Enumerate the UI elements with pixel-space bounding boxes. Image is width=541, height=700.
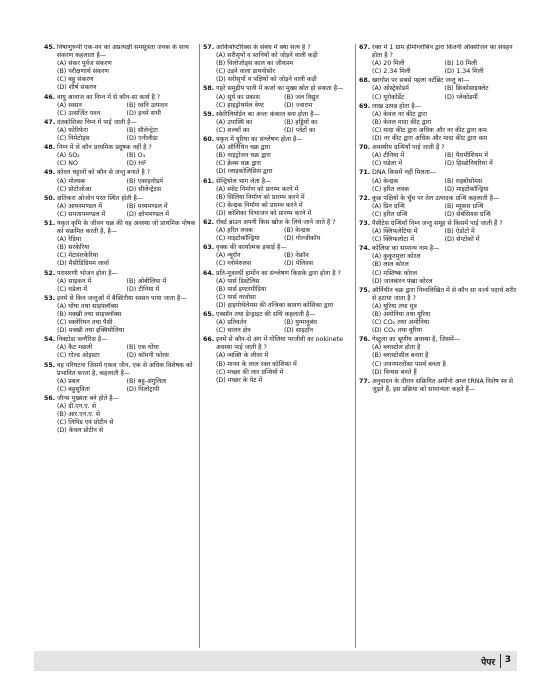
question-text: प्रति-मूत्रवर्धी हार्मोन का संश्लेषण किसके द्वारा होता है ?: [216, 269, 341, 277]
question-number: 64.: [203, 269, 215, 277]
question-number: 51.: [44, 219, 56, 227]
answer-option: (A) SO₂: [57, 152, 80, 160]
answer-option: (A) फोरिफेरा: [57, 126, 88, 134]
answer-option: (D) साइटॉन: [284, 327, 314, 335]
question-item: [359, 287, 517, 336]
answer-option: (A) यूरिया तथा मूत्र: [372, 302, 417, 310]
question-number: 73.: [359, 219, 371, 227]
answer-option: (D) क्षोभमण्डल में: [126, 210, 169, 218]
answer-option: (C) शल्कों का: [216, 126, 250, 134]
answer-option: (C) चालन क्षेत्र: [216, 327, 251, 335]
answer-option: (D) प्लेटों का: [284, 126, 316, 134]
answer-options: [203, 252, 352, 268]
question-text: दंतकोशिका निम्न में पाई जाती है—: [57, 118, 137, 126]
answer-option: (C) बहुसूत्रिता: [57, 385, 90, 393]
answer-option: (D) पिलोट्रापी: [126, 385, 160, 393]
answer-option: (B) केवल मादा कीट द्वारा: [372, 118, 432, 126]
question-number: 60.: [203, 136, 215, 144]
answer-option: (A) केवल नर कीट द्वारा: [372, 110, 428, 118]
answer-option: (D) शीर्ष संकरण: [57, 84, 97, 92]
answer-option: (B) मक्खी तथा साइफ्लॉक्स: [57, 311, 122, 318]
question-item: [359, 144, 517, 168]
question-text: ऑर्निथीन चक्र द्वारा निम्नलिखित में से कौन सा वर्ज्य पदार्थ शरीर से हटाया जाता है ?: [372, 286, 517, 302]
answer-options: [359, 178, 517, 194]
answer-option: (C) मादा कीट द्वारा अधिक और नर कीट द्वारा कम: [372, 126, 487, 134]
answer-option: (C) समतापमण्डल में: [57, 210, 106, 218]
answer-option: (D) कॉमनी फोरस: [126, 352, 169, 360]
answer-options: [359, 85, 517, 101]
question-item: [44, 44, 196, 93]
answer-options: [359, 152, 517, 168]
question-number: 68.: [359, 77, 371, 85]
question-number: 71.: [359, 169, 371, 177]
question-item: [203, 311, 352, 335]
question-text: इनमें से कौन-से अंग में गोलिया परजीवी का ookinete अवस्था पाई जाती है ?: [216, 336, 343, 352]
question-number: 46.: [44, 93, 56, 101]
question-text: कोरल चट्टानों को कौन से जन्तु बनाते है ?: [57, 169, 151, 177]
question-column-3: [359, 44, 517, 648]
answer-options: [359, 303, 517, 335]
answer-option: (C) यूरोकोर्डेट: [372, 93, 405, 101]
answer-option: (B) ब्लास्टोसील बनता है: [372, 352, 429, 360]
answer-option: (D) सेबेसियस ग्रन्थि: [444, 210, 491, 218]
question-number: 59.: [203, 110, 215, 118]
question-text: निम्न में से कौन प्राथमिक प्रदूषक नहीं है ?: [57, 144, 152, 152]
question-item: [359, 195, 517, 219]
footer-label: पेपर: [481, 658, 495, 668]
answer-option: (B) नेफ्रॉन: [284, 252, 309, 260]
answer-option: (A) रेडिया: [57, 236, 82, 244]
question-number: 56.: [44, 394, 56, 402]
question-item: [203, 270, 352, 310]
question-text: अवस्थीय ग्रन्थियाँ पाई जाती हैं ?: [372, 144, 445, 152]
answer-option: (D) मच्छर के पेट में: [216, 376, 263, 384]
question-item: [203, 85, 352, 109]
question-number: 48.: [44, 144, 56, 152]
answer-option: (C) माइटोकॉन्ड्रिया: [216, 235, 260, 243]
question-text: वायु आवाज का निम्न में से कौन-सा कार्य है ?: [57, 93, 161, 101]
answer-option: (B) मध्यमण्डल में: [126, 202, 168, 210]
answer-option: (D) प्लेकोडर्मी: [444, 93, 478, 101]
answer-option: (B) 10 मिली: [444, 60, 478, 68]
question-item: [203, 336, 352, 385]
question-number: 77.: [359, 377, 371, 385]
answer-option: (D) ज्वाराम: [284, 101, 313, 109]
answer-option: (C) पार्स नरवोसा: [216, 293, 256, 301]
answer-option: (C) हाइड्रोथर्मल वेण्ट: [216, 101, 265, 109]
question-text: लाख उत्पन्न होता है—: [372, 102, 422, 110]
answer-option: (C) जननपरतोंका पार्श्व बनता है: [372, 360, 446, 368]
question-text: आर्कियोप्टेरिक्स के संबंध में क्या सत्य है ?: [216, 44, 311, 51]
answer-option: (D) कोशिका विभाजन को प्रारम्भ करने में: [216, 209, 312, 217]
answer-option: (B) सरकेरिया: [57, 244, 90, 252]
question-item: [359, 336, 517, 376]
answer-option: (A) डी.एन.ए. से: [57, 403, 96, 411]
answer-options: [203, 352, 352, 384]
answer-option: (B) जल विद्युत: [284, 93, 319, 101]
answer-options: [44, 278, 196, 294]
column-divider: [355, 44, 356, 648]
answer-option: (D) मैसीडिडियम लार्वा: [57, 260, 109, 268]
answer-option: (A) सरीसृपों व स्तनियों को जोड़ने वाली कड़ी: [216, 52, 318, 60]
page-footer: [34, 651, 517, 671]
question-number: 74.: [359, 245, 371, 253]
answer-option: (A) मोलस्क: [57, 177, 86, 185]
answer-option: (B) ध्वनि उत्पादन: [126, 101, 168, 109]
answer-option: (B) हड्डियों का: [284, 118, 318, 126]
question-item: [44, 336, 196, 360]
answer-options: [44, 102, 196, 118]
question-number: 45.: [44, 44, 56, 51]
question-number: 72.: [359, 194, 371, 202]
question-item: [203, 44, 352, 84]
question-number: 63.: [203, 244, 215, 252]
answer-option: (A) पार्स डिस्टेलिस: [216, 277, 260, 285]
question-text: वृक्क की कार्यात्मक इकाई है—: [216, 244, 287, 252]
question-item: [203, 136, 352, 176]
answer-option: (B) युग्मानुबंध: [284, 319, 318, 327]
footer-divider: [500, 654, 501, 668]
answer-options: [44, 344, 196, 360]
question-text: एक्सॉन तथा डेन्ड्राइट की संधि कहलाती है—: [216, 311, 316, 318]
answer-option: (C) CO₂ तथा अमोनिया: [372, 319, 430, 327]
answer-options: [359, 228, 517, 244]
answer-option: (D) मक्खी तथा इक्वियोलिया: [57, 327, 125, 335]
question-text: खरगोश पर सबसे पहला वर्टीब्रेट जन्तु था—: [372, 77, 470, 85]
question-text: गेस्ट्रुला का भ्रूणीय अवस्था है, जिसमें—: [372, 336, 461, 344]
answer-options: [44, 152, 196, 168]
answer-option: (D) सीलेन्ट्रेटस: [126, 185, 162, 193]
question-text: कोलिया का सामान्य नाम है—: [372, 245, 440, 253]
question-text: इनमें से किन जन्तुओं में बैक्टिरीया स्वसन पाया जाता है—: [57, 294, 187, 302]
answer-options: [203, 119, 352, 135]
question-text: DNA किसमें नहीं मिलता—: [372, 169, 437, 177]
answer-option: (C) प्रोटोजोआ: [57, 185, 92, 193]
answer-option: (C) गोल्ड ओइस्टर: [57, 352, 100, 360]
answer-option: (A) घोंघा तथा साइफ्लॉक्स: [57, 302, 119, 310]
answer-option: (A) ओस्ट्रेकोडर्म: [372, 85, 409, 93]
question-number: 47.: [44, 118, 56, 126]
answer-option: (D) ग्लाइकोलिसिस द्वारा: [216, 168, 273, 176]
question-text: स्केरिलियोर्डन का अन्तः कंकाल बना होता है—: [216, 110, 320, 118]
answer-options: [44, 236, 196, 268]
question-text: जीन्स मुख्यतः बने होते है—: [57, 394, 119, 402]
answer-option: (A) सूर्य का प्रकाश: [216, 93, 260, 101]
answer-option: (C) स्क्लेरियन तथा पैसी: [57, 319, 113, 327]
question-text: यकृत कृमि के जीवन चक्र की वह अवस्था जो प्राथमिक पोषक को संक्रमित करती है, है—: [57, 219, 196, 236]
answer-option: (A) साइकन में: [57, 277, 92, 285]
question-item: [359, 77, 517, 101]
answer-option: (C) निमेटोड्स: [57, 135, 90, 143]
answer-option: (B) पैरामीशियम में: [444, 152, 489, 160]
question-text: कुछ पक्षियों के चूँच पर तेल उत्पादक ग्रन्थि कहलाती है—: [372, 194, 500, 202]
answer-option: (D) हाइपोथेलेमस की तन्त्रिका स्रावण कोशिका द्वारा: [216, 301, 334, 309]
answer-options: [359, 60, 517, 76]
answer-option: (A) कैट मछली: [57, 344, 93, 352]
answer-option: (B) एकाइनोडर्म: [126, 177, 164, 185]
answer-option: (C) हरित ग्रन्थि: [372, 210, 408, 218]
answer-options: [44, 403, 196, 435]
question-number: 58.: [203, 85, 215, 93]
question-text: क्षतिकरा ओजोन परत स्थित होती है—: [57, 194, 144, 202]
answer-option: (D) केवल प्रोटीन से: [57, 427, 104, 435]
answer-option: (D) सेप्टोकों में: [444, 236, 480, 244]
question-text: परासरणी भोजन होता है—: [57, 269, 118, 277]
answer-option: (C) क्लिफलोटा में: [372, 236, 414, 244]
answer-options: [359, 253, 517, 285]
answer-option: (D) पेलिवस: [284, 260, 313, 268]
answer-options: [359, 203, 517, 219]
question-number: 57.: [203, 44, 215, 51]
question-text: विषाणुरूपी एक-वन का अप्रत्यक्षी समसूत्रता जनक के साथ संकरण कहलाता है—: [57, 44, 189, 60]
question-item: [44, 395, 196, 435]
question-number: 62.: [203, 218, 215, 226]
answer-option: (B) परीक्षणार्थ संकरण: [57, 68, 109, 76]
answer-option: (B) सीलेन्ट्रेटा: [126, 126, 158, 134]
column-divider: [199, 44, 200, 648]
answer-option: (C) मस्तिष्क कोरल: [372, 269, 417, 277]
answer-option: (A) ऑर्निथिन चक्र द्वारा: [216, 144, 271, 152]
question-text: वह परिघटना जिसमें एकल जीन, एक से अधिक विशेषक को प्रभावित करता है, कहलाती है—: [57, 361, 193, 377]
answer-option: (B) अमोनिया तथा यूरिया: [372, 311, 431, 318]
answer-option: (C) मच्छर की लार ग्रन्थियों में: [216, 368, 284, 376]
answer-option: (D) गोल्जीकॉय: [284, 235, 321, 243]
question-number: 75.: [359, 286, 371, 294]
answer-option: (A) प्रतिवर्तन: [216, 319, 247, 327]
question-item: [44, 169, 196, 193]
answer-option: (C) मेटासरकेरिया: [57, 252, 99, 260]
answer-option: (A) ब्लास्टोल होता है: [372, 344, 421, 352]
answer-options: [44, 178, 196, 194]
answer-options: [44, 378, 196, 394]
question-text: पैसीटेस ग्रन्थियाँ निम्न जन्तु समूह से किसमें पाई जाती हैं ?: [372, 219, 503, 227]
question-item: [203, 178, 352, 218]
answer-option: (B) लाल कोरल: [372, 261, 409, 269]
question-item: [359, 169, 517, 193]
answer-option: (A) व्यक्ति के लीवर में: [216, 352, 269, 360]
answer-options: [203, 319, 352, 335]
question-text: रक्त में 1 ग्राम हीमोग्लोबिन द्वारा कितनी ऑक्सीजन का संवहन होता है ?: [372, 44, 513, 60]
question-item: [359, 378, 517, 394]
question-number: 50.: [44, 194, 56, 202]
answer-options: [203, 186, 352, 218]
answer-option: (A) न्यूरॉन: [216, 252, 241, 260]
answer-option: (B) म्यूकस ग्रन्थि: [444, 202, 484, 210]
question-column-2: [203, 44, 352, 648]
question-item: [359, 44, 517, 76]
answer-options: [44, 127, 196, 143]
answer-option: (D) सरीसृपों व पक्षियों को जोड़ने वाली कड़ी: [216, 76, 317, 84]
question-number: 66.: [203, 336, 215, 344]
answer-option: (A) आयनमण्डल में: [57, 202, 102, 210]
answer-option: (A) संकर पूर्वज संकरण: [57, 60, 112, 68]
question-number: 67.: [359, 44, 371, 51]
answer-option: (C) बहु संकरण: [57, 76, 94, 84]
answer-options: [44, 203, 196, 219]
answer-option: (B) राइबोसोमस: [444, 177, 483, 185]
answer-option: (A) टीनिया में: [372, 152, 405, 160]
question-column-1: [44, 44, 196, 648]
question-text: रॉबर्ट ब्राउन अपनी किस खोज के लिये जाने जाते है ?: [216, 218, 336, 226]
answer-options: [359, 111, 517, 143]
question-number: 49.: [44, 169, 56, 177]
answer-option: (A) केन्द्रक: [372, 177, 399, 185]
answer-option: (D) एनीलीडा: [126, 135, 158, 143]
answer-option: (A) क्लिफलेटिया में: [372, 228, 418, 236]
answer-options: [203, 278, 352, 310]
answer-option: (B) क्रिकोसाइक्लेट: [444, 85, 489, 93]
answer-option: (D) CO₂ तथा यूरिया: [372, 327, 423, 335]
question-text: अनुवादन के दौरान सक्रियित अमीनो अम्ल tRNA विशेष स्व से जुड़ते हैं, इस प्रक्रिया को सामान्यतः कहते हैं—: [372, 377, 514, 393]
answer-option: (B) पार्स इण्टरमीडिया: [216, 285, 267, 293]
answer-option: (C) 2.34 मिली: [372, 68, 411, 76]
question-number: 54.: [44, 336, 56, 344]
question-text: निक्टोडा वल्गैरिस है—: [57, 336, 108, 344]
answer-option: (A) उपास्थि का: [216, 118, 253, 126]
question-number: 65.: [203, 311, 215, 318]
answer-option: (A) प्रबल: [57, 377, 80, 385]
answer-option: (B) एक घोंघा: [126, 344, 159, 352]
answer-option: (B) आर.एन.ए. से: [57, 411, 100, 419]
answer-option: (C) NO: [57, 160, 78, 168]
answer-option: (B) सिलिया निर्माण को प्रारम्भ करने में: [216, 193, 305, 201]
answer-options: [203, 52, 352, 84]
question-number: 76.: [359, 336, 371, 344]
answer-option: (C) ग्लोमेरुलस: [216, 260, 252, 268]
answer-option: (C) घडेला में: [57, 285, 88, 293]
answer-option: (C) लिपिड एवं प्रोटीन से: [57, 419, 114, 427]
question-item: [44, 195, 196, 219]
question-item: [44, 94, 196, 118]
question-number: 52.: [44, 269, 56, 277]
question-number: 69.: [359, 102, 371, 110]
answer-options: [44, 60, 196, 92]
answer-option: (C) उत्सर्जित पवन: [57, 109, 101, 117]
answer-option: (D) विन्यस बनते हैं: [372, 368, 417, 376]
question-item: [44, 144, 196, 168]
answer-option: (D) 1.34 मिली: [444, 68, 484, 76]
answer-option: (C) केन्द्रक निर्माण को प्रारम्भ करने में: [216, 201, 303, 209]
answer-option: (B) मानव के लाल रक्त कोशिका में: [216, 360, 297, 368]
answer-option: (D) माइटोकॉन्ड्रिया: [444, 185, 489, 193]
question-item: [44, 119, 196, 143]
answer-option: (A) प्रिन ग्रन्थि: [372, 202, 405, 210]
question-item: [359, 103, 517, 143]
answer-options: [359, 344, 517, 376]
answer-option: (B) विलोजोड्स काल का जीवाश्म: [216, 60, 294, 68]
answer-option: (B) नाइट्रोजन चक्र द्वारा: [216, 152, 271, 160]
answer-option: (D) हिस्डोनियरिया में: [444, 160, 493, 168]
question-text: यकृत में यूरिया का संश्लेषण होता है—: [216, 136, 303, 144]
answer-option: (A) स्वसन: [57, 101, 82, 109]
answer-option: (B) ऐडोंटों में: [444, 228, 475, 236]
question-item: [203, 111, 352, 135]
answer-option: (A) 20 मिली: [372, 60, 405, 68]
question-item: [359, 220, 517, 244]
answer-option: (D) इनमें सभी: [126, 109, 161, 117]
question-item: [44, 295, 196, 335]
question-text: सेन्ट्रियोल भाग लेता है—: [216, 177, 272, 185]
answer-option: (A) कुकुरमुत्ता कोरल: [372, 253, 421, 261]
answer-option: (B) ओबीलिया में: [126, 277, 167, 285]
page-number: 3: [504, 655, 511, 665]
answer-option: (C) उड़ने वाला डायनोसोर: [216, 68, 275, 76]
answer-option: (C) घडेला में: [372, 160, 403, 168]
question-number: 70.: [359, 144, 371, 152]
answer-options: [203, 94, 352, 110]
answer-options: [44, 303, 196, 335]
answer-option: (A) स्पोट निर्माण को प्रारम्भ करने में: [216, 185, 299, 193]
answer-option: (B) बहु-अंगुलिता: [126, 377, 167, 385]
answer-option: (D) जानबारन पंखा कोरल: [372, 277, 433, 285]
answer-option: (B) केन्द्रक: [284, 227, 311, 235]
question-item: [44, 270, 196, 294]
answer-option: (D) नर कीट द्वारा अधिक और मादा कीट द्वारा कम: [372, 135, 488, 143]
question-number: 53.: [44, 294, 56, 302]
answer-options: [203, 144, 352, 176]
answer-option: (D) HF: [126, 160, 147, 168]
answer-option: (A) हरित लवक: [216, 227, 253, 235]
answer-option: (C) हरित लवक: [372, 185, 410, 193]
question-item: [203, 244, 352, 268]
question-number: 61.: [203, 177, 215, 185]
answer-option: (C) क्रेब्स चक्र द्वारा: [216, 160, 261, 168]
question-text: गहरे समुद्रीय पानी में कर्जा का मुख्य स्रोत हो सकता है—: [216, 85, 344, 93]
question-item: [44, 220, 196, 269]
answer-option: (B) O₃: [126, 152, 146, 160]
question-number: 55.: [44, 361, 56, 369]
question-item: [359, 245, 517, 285]
question-item: [44, 362, 196, 394]
answer-options: [203, 227, 352, 243]
answer-option: (D) टीनिया में: [126, 285, 160, 293]
question-item: [203, 219, 352, 243]
